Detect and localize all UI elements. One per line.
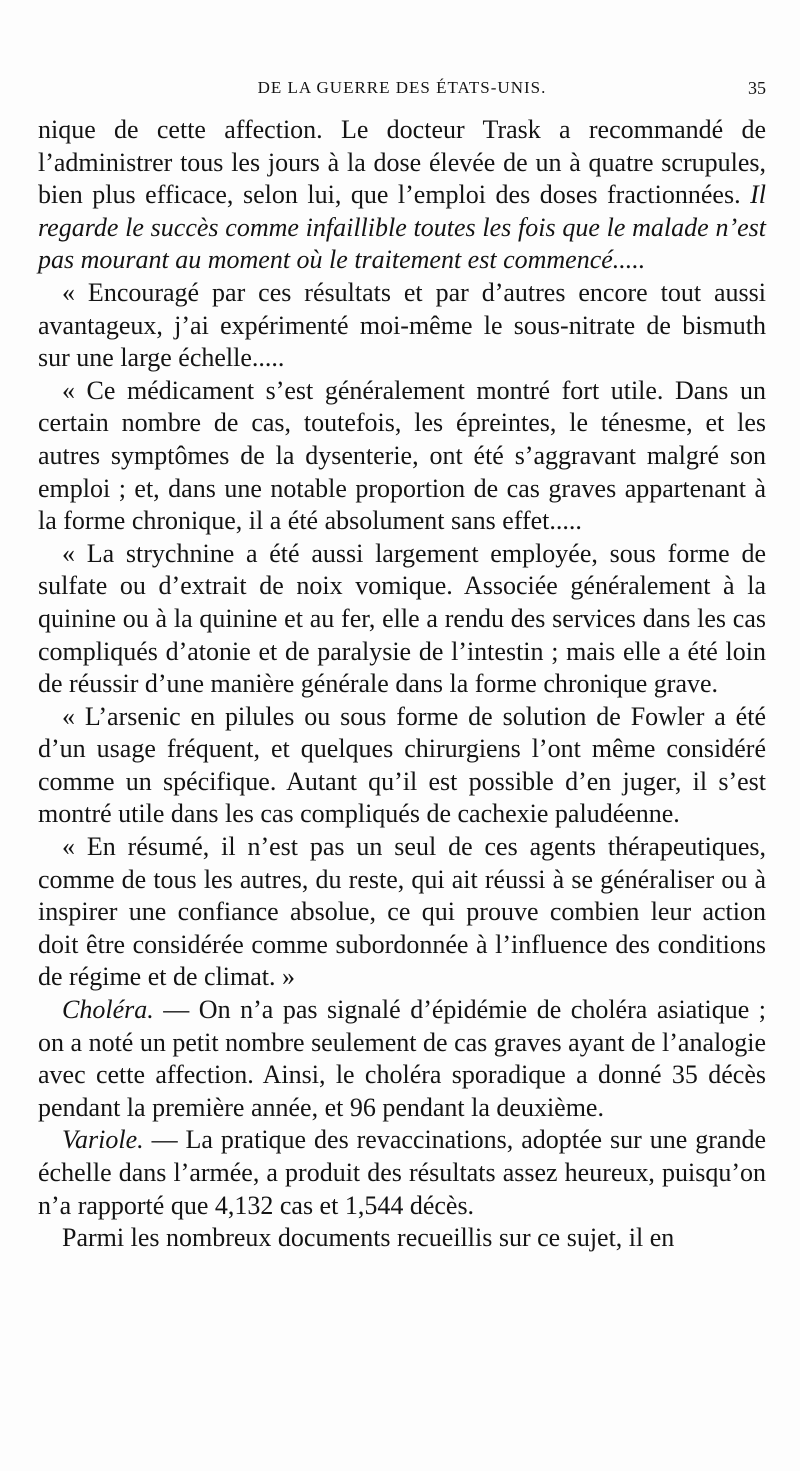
body-text	[38, 114, 766, 1255]
running-title: DE LA GUERRE DES ÉTATS-UNIS.	[257, 78, 547, 97]
running-head	[38, 76, 766, 100]
paragraph-arsenic	[38, 701, 766, 831]
section-lead-variole: Variole.	[62, 1125, 144, 1155]
paragraph-text: Parmi les nombreux documents recueillis sur ce sujet, il en	[62, 1223, 675, 1253]
paragraph-text: « Ce médicament s’est généralement montré fort utile. Dans un certain nombre de cas, toutefois, les épreintes, le ténesme, et les autres symptômes de la dysenterie, ont été s’aggravant malgré son emploi ; et, dans une notable proportion de cas graves appartenant à la forme chronique, il a été absolument sans effet.....	[38, 375, 766, 536]
paragraph-continuation	[38, 114, 766, 277]
paragraph-text: « L’arsenic en pilules ou sous forme de solution de Fowler a été d’un usage fréquent, et quelques chirurgiens l’ont même considéré comme un spécifique. Autant qu’il est possible d’en juger, il s’est montré utile dans les cas compliqués de cachexie paludéenne.	[38, 701, 766, 829]
italic-quote: Il regarde le succès comme infaillible toutes les fois que le malade n’est pas mourant au moment où le traitement est commencé.....	[38, 180, 766, 275]
paragraph-strychnine	[38, 538, 766, 701]
paragraph-bismuth	[38, 277, 766, 375]
page-number: 35	[748, 78, 766, 98]
paragraph-cholera	[38, 994, 766, 1124]
paragraph-documents	[38, 1222, 766, 1255]
paragraph-text: nique de cette affection. Le docteur Trask a recommandé de l’administrer tous les jours à la dose élevée de un à quatre scrupules, bien plus efficace, selon lui, que l’emploi des doses fractionnées.	[38, 115, 766, 210]
paragraph-variole	[38, 1124, 766, 1222]
paragraph-text: « En résumé, il n’est pas un seul de ces agents thérapeutiques, comme de tous les autres, du reste, qui ait réussi à se généraliser ou à inspirer une confiance absolue, ce qui prouve combien leur action doit être considérée comme subordonnée à l’influence des conditions de régime et de climat. »	[38, 832, 766, 992]
paragraph-medicament	[38, 375, 766, 538]
paragraph-text: — On n’a pas signalé d’épidémie de choléra asiatique ; on a noté un petit nombre seulement de cas graves ayant de l’analogie avec cette affection. Ainsi, le choléra sporadique a donné 35 décès pendant la première année, et 96 pendant la deuxième.	[38, 995, 766, 1122]
paragraph-text: « La strychnine a été aussi largement employée, sous forme de sulfate ou d’extrait de noix vomique. Associée généralement à la quinine ou à la quinine et au fer, elle a rendu des services dans les cas compliqués d’atonie et de paralysie de l’intestin ; mais elle a été loin de réussir d’une manière générale dans la forme chronique grave.	[38, 538, 766, 699]
paragraph-text: « Encouragé par ces résultats et par d’autres encore tout aussi avantageux, j’ai expérimenté moi-même le sous-nitrate de bismuth sur une large échelle.....	[38, 277, 766, 373]
section-lead-cholera: Choléra.	[62, 995, 154, 1025]
paragraph-text: — La pratique des revaccinations, adoptée sur une grande échelle dans l’armée, a produit des résultats assez heureux, puisqu’on n’a rapporté que 4,132 cas et 1,544 décès.	[38, 1125, 766, 1220]
paragraph-resume	[38, 831, 766, 994]
